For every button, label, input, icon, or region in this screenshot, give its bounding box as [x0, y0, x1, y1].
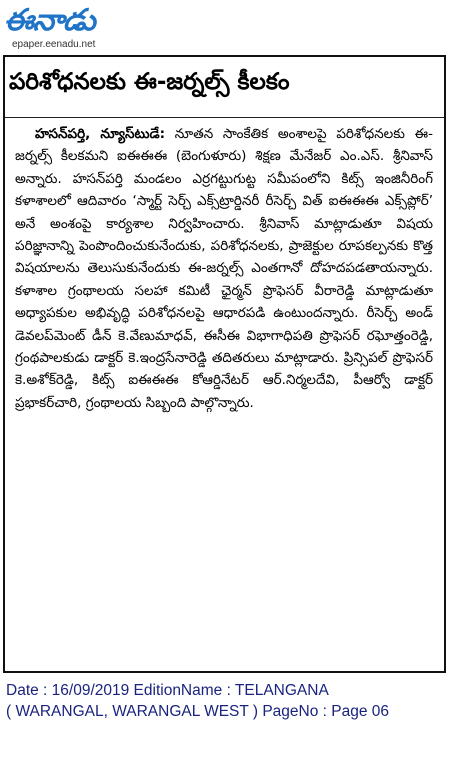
article-headline: పరిశోధనలకు ఈ-జర్నల్స్ కీలకం: [9, 69, 290, 95]
edition-footer: [6, 680, 446, 722]
footer-region-page: ( WARANGAL, WARANGAL WEST ) PageNo : Page 06: [6, 703, 390, 720]
epaper-url: epaper.eenadu.net: [12, 39, 96, 50]
article-dateline: హసన్‌పర్తి, న్యూస్‌టుడే:: [35, 126, 165, 142]
article-text: నూతన సాంకేతిక అంశాలపై పరిశోధనలకు ఈ-జర్నల్స్ కీలకమని ఐఈఈఈ (బెంగుళూరు) శిక్షణ మేనేజర్ ఎం.ఎస్. శ్రీనివాస్ అన్నారు. హసన్‌పర్తి మండలం ఎర్రగట్టుగుట్ట సమీపంలోని కిట్స్ ఇంజినీరింగ్ కళాశాలలో ఆదివారం ‘స్మార్ట్ సెర్చ్ ఎక్స్‌ట్రార్డినరీ రీసెర్చ్ విత్ ఐఈఈఈ ఎక్స్‌ప్లోర్’ అనే అంశంపై కార్యశాల నిర్వహించారు. శ్రీనివాస్ మాట్లాడుతూ విషయ పరిజ్ఞానాన్ని పెంపొందించుకునేందుకు, పరిశోధనలకు, ప్రాజెక్టుల రూపకల్పనకు కొత్త విషయాలను తెలుసుకునేందుకు ఈ-జర్నల్స్ ఎంతగానో దోహదపడతాయన్నారు. కళాశాల గ్రంథాలయ సలహా కమిటీ ఛైర్మన్ ప్రొఫెసర్ వీరారెడ్డి మాట్లాడుతూ అధ్యాపకుల అభివృద్ధి పరిశోధనలపై ఆధారపడి ఉంటుందన్నారు. రీసెర్చ్ అండ్ డెవలప్‌మెంట్ డీన్ కె.వేణుమాధవ్, ఈసీఈ విభాగాధిపతి ప్రొఫెసర్ రఘోత్తంరెడ్డి, గ్రంథపాలకుడు డాక్టర్ కె.ఇంద్రసేనారెడ్డి తదితరులు మాట్లాడారు. ప్రిన్సిపల్ ప్రొఫెసర్ కె.అశోక్‌రెడ్డి, కిట్స్ ఐఈఈఈ కోఆర్డినేటర్ ఆర్.నిర్మలదేవి, పీఆర్వో డాక్టర్ ప్రభాకర్‌చారి, గ్రంథాలయ సిబ్బంది పాల్గొన్నారు.: [15, 126, 433, 411]
masthead-logo: [4, 2, 154, 54]
article-body: [15, 123, 433, 663]
headline-divider: [5, 117, 444, 118]
eenadu-logo-text: ఈనాడు: [4, 3, 95, 38]
footer-date-edition: Date : 16/09/2019 EditionName : TELANGANA: [6, 682, 329, 699]
news-clipping: [3, 55, 446, 673]
